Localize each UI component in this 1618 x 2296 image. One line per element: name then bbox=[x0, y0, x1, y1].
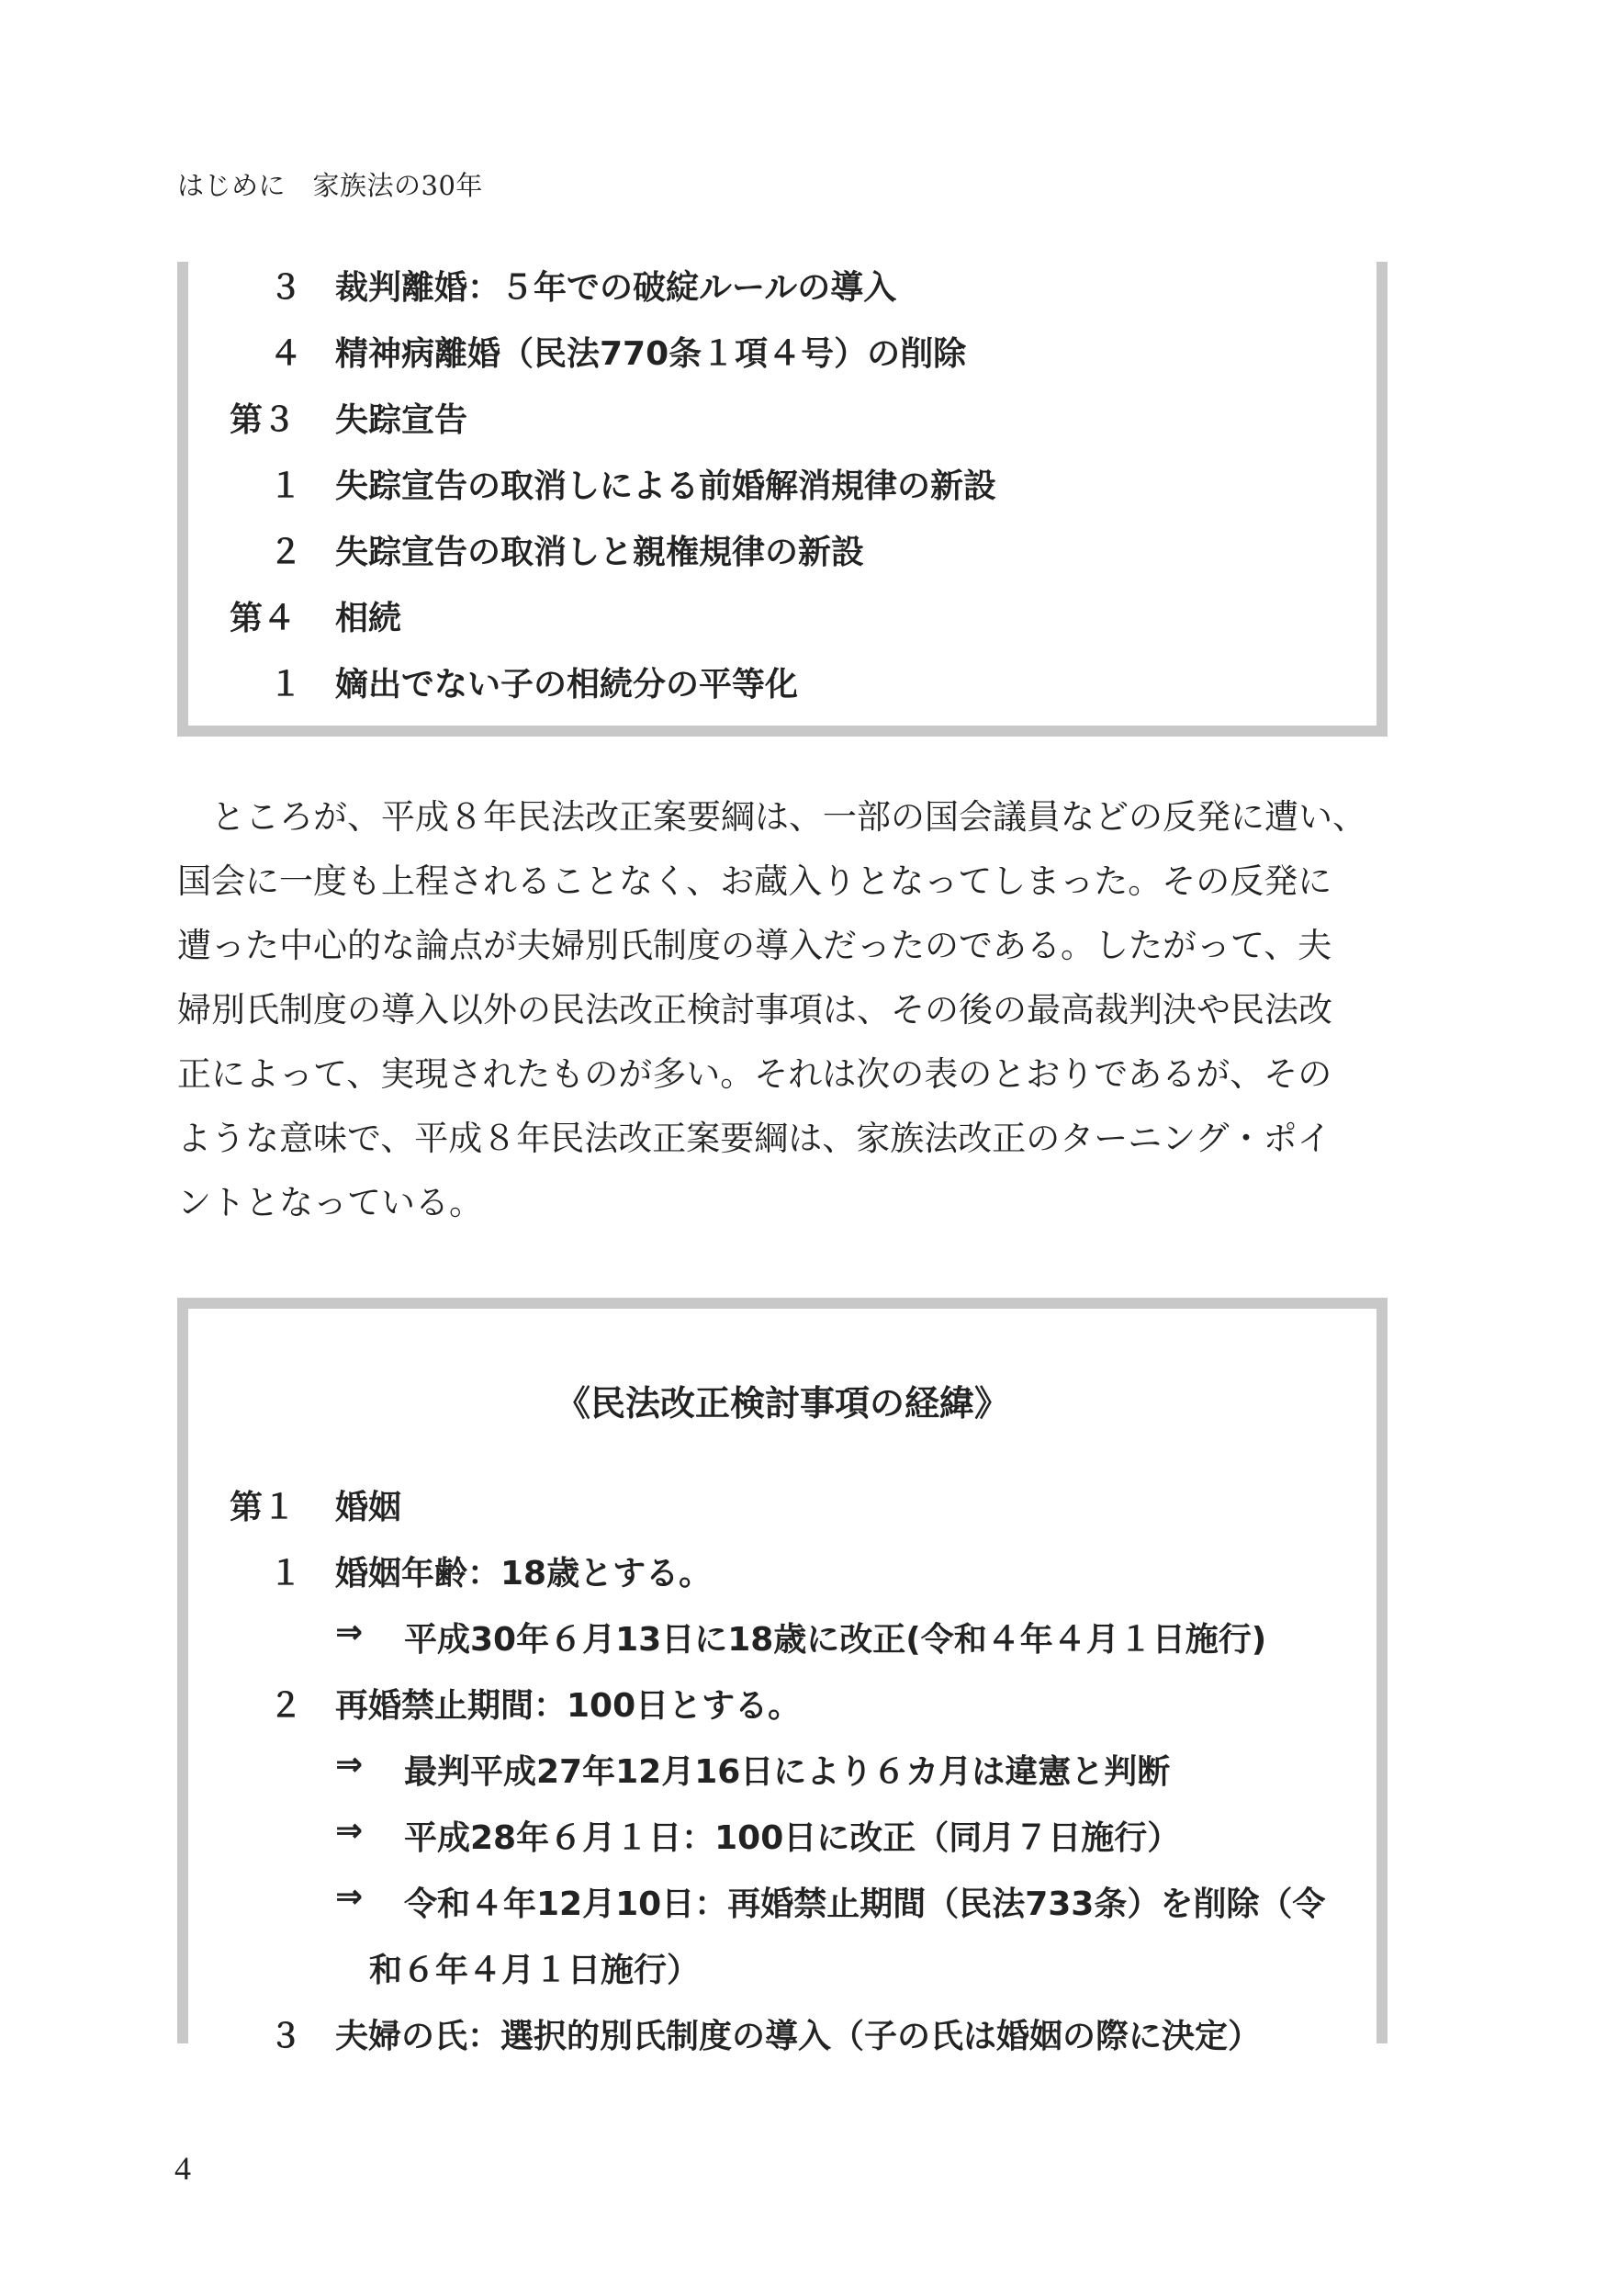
outline-subitem: 最判平成27年12月16日により６カ月は違憲と判断 bbox=[404, 1753, 1171, 1791]
outline-item: 再婚禁止期間：100日とする。 bbox=[335, 1687, 802, 1725]
page-number: 4 bbox=[174, 2150, 191, 2187]
outline-item: 夫婦の氏：選択的別氏制度の導入（子の氏は婚姻の際に決定） bbox=[335, 2018, 1262, 2055]
outline-subitem: 平成30年６月13日に18歳に改正(令和４年４月１日施行) bbox=[404, 1621, 1267, 1659]
box-title: 《民法改正検討事項の経緯》 bbox=[555, 1382, 1009, 1424]
outline-item: 嫡出でない子の相続分の平等化 bbox=[335, 666, 799, 703]
paragraph-line: 遭った中心的な論点が夫婦別氏制度の導入だったのである。したがって、夫 bbox=[177, 926, 1332, 965]
outline-item: 裁判離婚：５年での破綻ルールの導入 bbox=[335, 269, 897, 307]
outline-number: １ bbox=[269, 1555, 303, 1593]
outline-number: ４ bbox=[269, 335, 303, 373]
outline-item: 失踪宣告の取消しと親権規律の新設 bbox=[335, 534, 865, 571]
outline-number: ２ bbox=[269, 1687, 303, 1725]
outline-section-number: 第４ bbox=[230, 600, 297, 637]
outline-number: １ bbox=[269, 467, 303, 505]
outline-subitem: 令和４年12月10日：再婚禁止期間（民法733条）を削除（令 bbox=[404, 1885, 1326, 1923]
arrow-icon: ⇒ bbox=[335, 1812, 364, 1850]
paragraph-line: ントとなっている。 bbox=[177, 1183, 483, 1222]
outline-item: 失踪宣告の取消しによる前婚解消規律の新設 bbox=[335, 467, 997, 505]
paragraph-line: ような意味で、平成８年民法改正案要綱は、家族法改正のターニング・ポイ bbox=[177, 1119, 1331, 1158]
outline-subitem: 平成28年６月１日：100日に改正（同月７日施行） bbox=[404, 1819, 1181, 1857]
outline-number: ３ bbox=[269, 2018, 303, 2055]
arrow-icon: ⇒ bbox=[335, 1746, 364, 1784]
outline-item: 婚姻年齢：18歳とする。 bbox=[335, 1555, 713, 1593]
paragraph-line: ところが、平成８年民法改正案要綱は、一部の国会議員などの反発に遭い、 bbox=[177, 797, 1366, 837]
arrow-icon: ⇒ bbox=[335, 1614, 364, 1651]
outline-subitem-continued: 和６年４月１日施行） bbox=[369, 1952, 701, 1989]
outline-section-title: 失踪宣告 bbox=[335, 401, 468, 439]
body-paragraph bbox=[177, 785, 1408, 1235]
outline-section-title: 相続 bbox=[335, 600, 402, 637]
outline-number: ３ bbox=[269, 269, 303, 307]
arrow-icon: ⇒ bbox=[335, 1878, 364, 1916]
outline-section-number: 第１ bbox=[230, 1489, 297, 1526]
outline-section-title: 婚姻 bbox=[335, 1489, 402, 1526]
running-head: はじめに 家族法の30年 bbox=[177, 170, 483, 201]
outline-number: １ bbox=[269, 666, 303, 703]
outline-section-number: 第３ bbox=[230, 401, 297, 439]
outline-number: ２ bbox=[269, 534, 303, 571]
amendment-history-box bbox=[177, 1298, 1388, 2055]
paragraph-line: 婦別氏制度の導入以外の民法改正検討事項は、その後の最高裁判決や民法改 bbox=[177, 990, 1332, 1030]
paragraph-line: 国会に一度も上程されることなく、お蔵入りとなってしまった。その反発に bbox=[177, 861, 1332, 901]
outline-box-continued bbox=[177, 262, 1388, 737]
outline-item: 精神病離婚（民法770条１項４号）の削除 bbox=[335, 335, 967, 373]
paragraph-line: 正によって、実現されたものが多い。それは次の表のとおりであるが、その bbox=[177, 1054, 1332, 1094]
